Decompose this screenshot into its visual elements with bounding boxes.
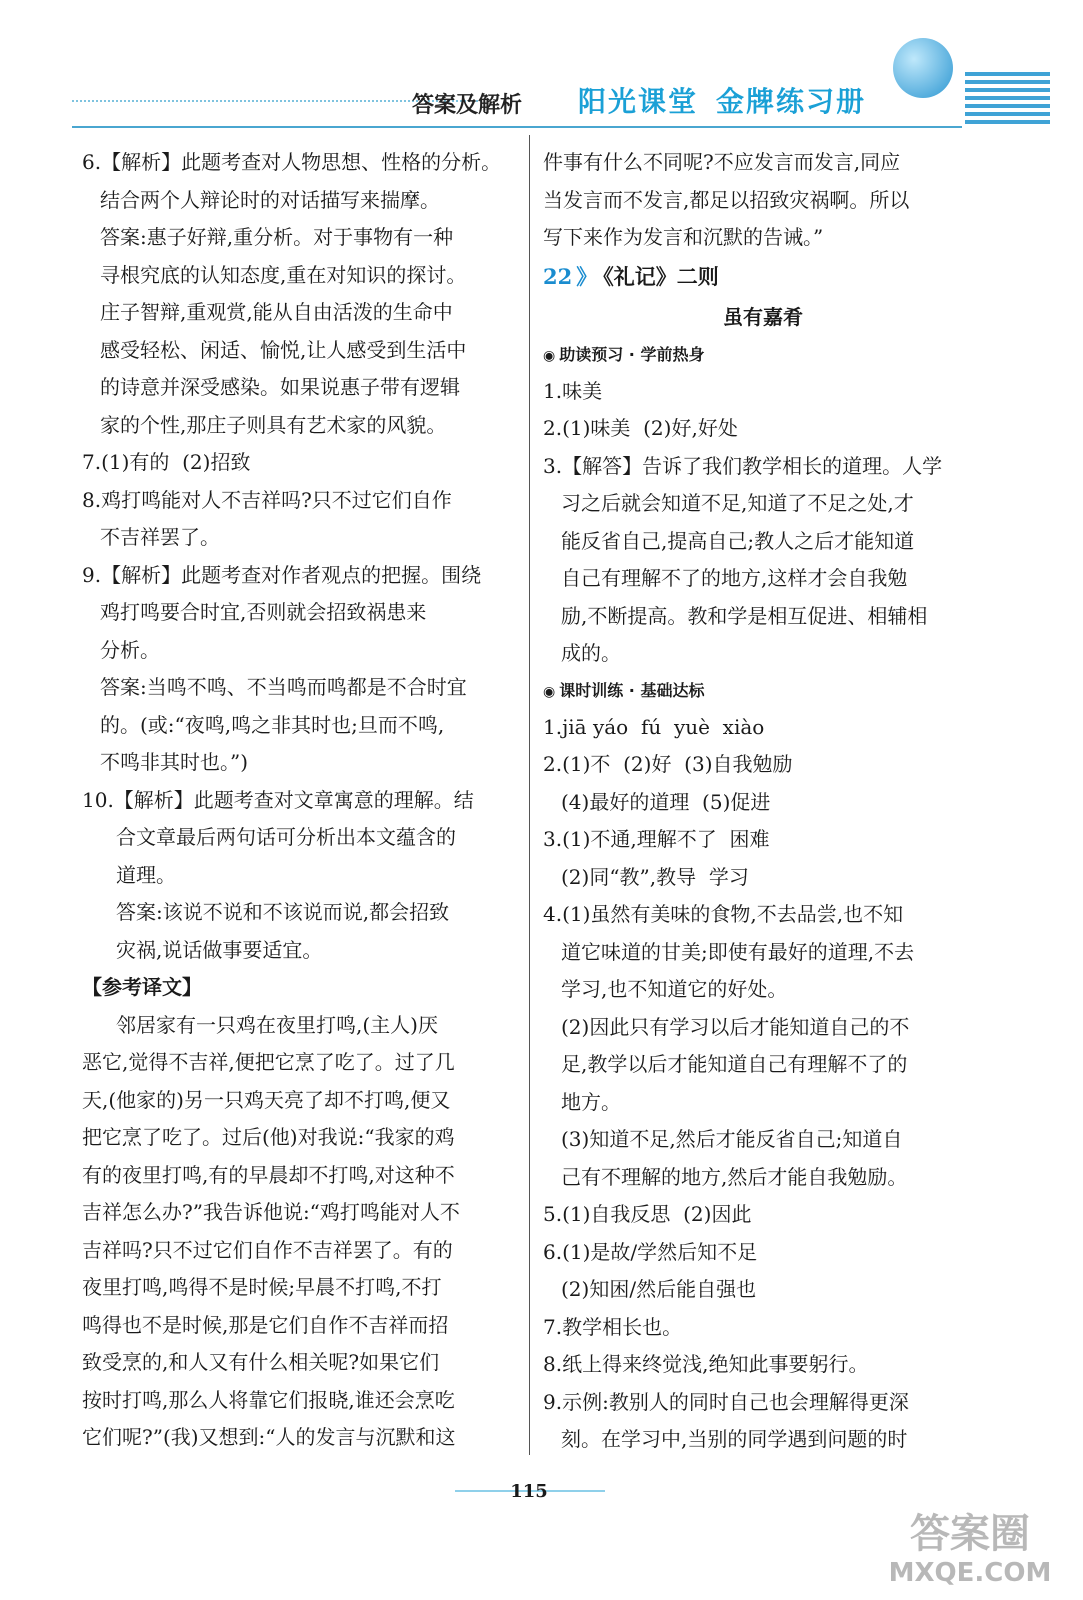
text-line: 道理。 [116,862,176,887]
text-line: 庄子智辩,重观赏,能从自由活泼的生命中 [100,300,453,324]
book-icon: ◉ [543,683,556,700]
text-line: 7.(1)有的 (2)招致 [82,450,251,474]
text-line: 道它味道的甘美;即使有最好的道理,不去 [561,939,915,964]
section-title: 虽有嘉肴 [723,304,803,329]
text-line: 把它烹了吃了。过后(他)对我说:“我家的鸡 [82,1125,455,1149]
text-line: 不吉祥罢了。 [100,525,220,549]
text-line: 吉祥吗?只不过它们自作不吉祥罢了。有的 [82,1237,453,1262]
text-line: 3.【解答】告诉了我们教学相长的道理。人学 [543,453,943,478]
text-line: 8.鸡打鸣能对人不吉祥吗?只不过它们自作 [82,487,452,512]
text-line: 的。(或:“夜鸣,鸣之非其时也;旦而不鸣, [100,712,445,737]
text-line: 家的个性,那庄子则具有艺术家的风貌。 [100,412,447,437]
text-line: 按时打鸣,那么人将靠它们报晓,谁还会烹吃 [82,1387,455,1412]
left-column [82,144,530,1457]
text-line: 9.示例:教别人的同时自己也会理解得更深 [543,1389,909,1414]
lesson-heading [543,257,983,297]
text-line: 鸡打鸣要合时宜,否则就会招致祸患来 [100,600,427,624]
text-line: 分析。 [100,637,160,662]
subheading [543,673,983,709]
text-line: 习之后就会知道不足,知道了不足之处,才 [561,491,914,515]
text-line: 当发言而不发言,都足以招致灾祸啊。所以 [543,187,910,212]
text-line: 【参考译文】 [82,975,202,999]
watermark-logo-text: 答案圈 [910,1511,1030,1557]
text-line: 1.jiā yáo fú yuè xiào [543,714,765,739]
right-column [543,144,983,1459]
lesson-arrow-icon: 》 [576,263,598,289]
text-line: 4.(1)虽然有美味的食物,不去品尝,也不知 [543,902,904,926]
watermark-url: MXQE.COM [888,1558,1052,1588]
text-line: 结合两个人辩论时的对话描写来揣摩。 [100,187,440,212]
subheading-label: 课时训练 · 基础达标 [559,680,705,700]
text-line: 邻居家有一只鸡在夜里打鸣,(主人)厌 [116,1012,438,1037]
text-line: 能反省自己,提高自己;教人之后才能知道 [561,528,915,553]
text-line: 致受烹的,和人又有什么相关呢?如果它们 [82,1350,440,1374]
text-line: (2)因此只有学习以后才能知道自己的不 [561,1014,910,1039]
text-line: 5.(1)自我反思 (2)因此 [543,1202,752,1226]
text-line: 己有不理解的地方,然后才能自我勉励。 [561,1164,908,1189]
subheading-label: 助读预习 · 学前热身 [559,344,705,364]
text-line: 天,(他家的)另一只鸡天亮了却不打鸣,便又 [82,1087,451,1112]
text-line: 成的。 [561,641,621,665]
text-line: 不鸣非其时也。”) [100,750,249,774]
text-line: 恶它,觉得不吉祥,便把它烹了吃了。过了几 [82,1050,455,1074]
text-line: 足,教学以后才能知道自己有理解不了的 [561,1052,908,1076]
globe-icon [893,38,953,98]
text-line: 9.【解析】此题考查对作者观点的把握。围绕 [82,562,482,587]
text-line: 写下来作为发言和沉默的告诫。” [543,225,824,249]
text-line: (2)同“教”,教导 学习 [561,864,749,889]
text-line: 6.(1)是故/学然后知不足 [543,1239,758,1264]
text-line: (4)最好的道理 (5)促进 [561,789,771,814]
header-title: 答案及解析 [412,93,523,118]
text-line: 它们呢?”(我)又想到:“人的发言与沉默和这 [82,1425,456,1449]
text-line: 2.(1)味美 (2)好,好处 [543,416,738,440]
subheading [543,337,983,373]
lesson-title: 《礼记》二则 [603,263,719,289]
text-line: 件事有什么不同呢?不应发言而发言,同应 [543,150,901,174]
text-line: 10.【解析】此题考查对文章寓意的理解。结 [82,787,474,812]
text-line: (3)知道不足,然后才能反省自己;知道自 [561,1127,903,1151]
lesson-number: 22 [543,263,573,289]
text-line: 学习,也不知道它的好处。 [561,977,788,1001]
text-line: 自己有理解不了的地方,这样才会自我勉 [561,566,908,590]
book-icon: ◉ [543,347,556,364]
text-line: 答案:当鸣不鸣、不当鸣而鸣都是不合时宜 [100,675,467,699]
page-header [0,0,1083,140]
text-line: 8.纸上得来终觉浅,绝知此事要躬行。 [543,1352,869,1376]
text-line: 灾祸,说话做事要适宜。 [116,937,323,962]
text-line: (2)知困/然后能自强也 [561,1277,757,1301]
text-line: 鸣得也不是时候,那是它们自作不吉祥而招 [82,1312,449,1337]
text-line: 合文章最后两句话可分析出本文蕴含的 [116,825,456,849]
text-line: 感受轻松、闲适、愉悦,让人感受到生活中 [100,337,467,362]
brand-name-right: 金牌练习册 [716,85,867,118]
watermark [870,1510,1070,1595]
text-line: 寻根究底的认知态度,重在对知识的探讨。 [100,262,467,287]
text-line: 7.教学相长也。 [543,1314,683,1339]
text-line: 2.(1)不 (2)好 (3)自我勉励 [543,752,793,776]
text-line: 6.【解析】此题考查对人物思想、性格的分析。 [82,150,502,174]
text-line: 1.味美 [543,378,603,403]
header-rule [72,126,962,128]
header-stripes [965,72,1050,126]
text-line: 刻。在学习中,当别的同学遇到问题的时 [561,1427,908,1451]
text-line: 的诗意并深受感染。如果说惠子带有逻辑 [100,375,460,399]
page-number: 115 [510,1481,548,1502]
text-line: 答案:该说不说和不该说而说,都会招致 [116,900,450,924]
brand-name-left: 阳光课堂 [578,85,699,118]
text-line: 励,不断提高。教和学是相互促进、相辅相 [561,603,928,628]
text-line: 3.(1)不通,理解不了 困难 [543,827,770,851]
text-line: 有的夜里打鸣,有的早晨却不打鸣,对这种不 [82,1162,455,1187]
text-line: 答案:惠子好辩,重分析。对于事物有一种 [100,225,454,249]
text-line: 夜里打鸣,鸣得不是时候;早晨不打鸣,不打 [82,1275,442,1299]
text-line: 地方。 [561,1089,621,1114]
text-line: 吉祥怎么办?”我告诉他说:“鸡打鸣能对人不 [82,1200,460,1224]
